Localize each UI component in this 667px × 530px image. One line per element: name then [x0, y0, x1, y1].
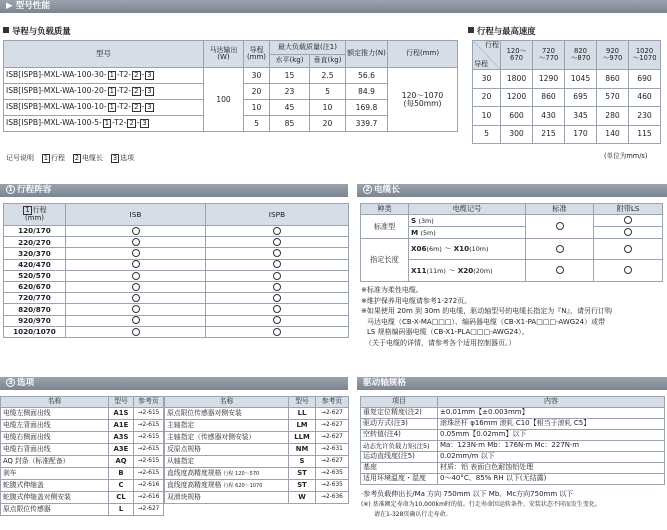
table-row: AQ 封条（标准配备） AQ →2-615	[1, 456, 164, 468]
lead-cell: 20	[244, 84, 270, 100]
section-cable: 2 电缆长	[357, 184, 667, 197]
thrust-cell: 169.8	[346, 100, 388, 116]
speed-col: 1020 ～1070	[629, 41, 661, 70]
table-row: 电缆左侧面出线 A1S →2-615	[1, 408, 164, 420]
table-row: 20 1200 860 695 570 460	[473, 88, 661, 107]
table-row: 标准型 S (3m)	[361, 215, 663, 227]
legend: 记号说明 1 行程 2 电缆长 3 选项	[6, 154, 135, 162]
options-table-left: 名称 型号 参考页 电缆左侧面出线 A1S →2-615 电缆左背面出线 A1E →2-615 电缆右侧面出线 A3S →2-615 电缆右背面出线 A3E →2-615 AQ 封条（标准配备） AQ →2-615 刹车 B →2-615 蛇腹式伸缩盖 C →2-616 蛇腹式伸缩盖对侧安装 CL →2-616 原点限位传感器 L →2-627	[0, 396, 164, 516]
stroke-range: 120～1070 (每50mm)	[388, 68, 458, 132]
available-circle-icon	[132, 328, 140, 336]
table-row: 10 600 430 345 280 230	[473, 107, 661, 126]
available-circle-icon	[132, 305, 140, 313]
available-circle-icon	[273, 316, 281, 324]
available-circle-icon	[273, 227, 281, 235]
section-options: 3 选项	[0, 377, 348, 390]
header-model: 型号	[4, 41, 204, 68]
table-row: 运动直线度(注5) 0.02mm/m 以下	[361, 452, 665, 463]
available-circle-icon	[132, 260, 140, 268]
cable-notes: ※标准为柔性电缆。 ※维护保养用电缆请参考1-272页。 ※如果使用 20m 到 30m 的电缆，驱动轴型号的电缆长指定为『N』，请另行订购 马达电缆（CB-X-MA□□□）、编码器电缆（CB-X1-PA□□□-AWG24）或带 LS 规格编码器电缆（CB-X1-PLA□□□-AWG24）。 （关于电缆的详情，请参考各个适用控制器页。）	[361, 286, 612, 347]
table-row: 120/170	[4, 226, 349, 237]
model-cell: ISB[ISPB]-MXL-WA-100-5- 1 -T2- 2 - 3	[4, 116, 204, 132]
ispb-header: ISPB	[206, 204, 349, 226]
table-row: 反原点规格 NM →2-631	[165, 444, 349, 456]
lead-cell: 30	[244, 68, 270, 84]
table-row: 从轴指定 S →2-627	[165, 456, 349, 468]
vertical-cell: 10	[310, 100, 346, 116]
vertical-cell: 5	[310, 84, 346, 100]
table-row: 原点限位传感器对侧安装 LL →2-627	[165, 408, 349, 420]
axis-notes: ·参考负载伸出长/Ma 方向 750mm 以下 Mb、Mc方向750mm 以下 (※) 基准额定寿命为10,000km时的值。行走寿命因运转条件、安装状态不同而发生变化。 请在1-328页确认行走寿命。	[361, 490, 601, 518]
model-cell: ISB[ISPB]-MXL-WA-100-30- 1 -T2- 2 - 3	[4, 68, 204, 84]
stroke-header: 1 行程 (mm)	[4, 204, 66, 226]
available-circle-icon	[273, 294, 281, 302]
table-row: 刹车 B →2-615	[1, 468, 164, 480]
available-circle-icon	[273, 238, 281, 246]
triangle-icon: ▶	[6, 1, 13, 11]
header-stroke: 行程(mm)	[388, 41, 458, 68]
thrust-cell: 56.6	[346, 68, 388, 84]
table-row: 920/970	[4, 315, 349, 326]
table-row: 30 1800 1290 1045 860 690	[473, 70, 661, 89]
available-circle-icon	[132, 227, 140, 235]
available-circle-icon	[273, 328, 281, 336]
speed-col: 820 ～870	[565, 41, 597, 70]
stroke-table	[3, 203, 349, 338]
speed-col: 720 ～770	[533, 41, 565, 70]
lead-cell: 5	[244, 116, 270, 132]
cable-table: 种类 电缆记号 标准 附带LS 标准型 S (3m) M (5m) 指定长度 X06(6m) ～ X10(10m) X11(11m) ～ X20(20m)	[360, 203, 663, 282]
square-bullet-icon	[468, 27, 474, 33]
vertical-cell: 20	[310, 116, 346, 132]
available-circle-icon	[132, 294, 140, 302]
lead-cell: 10	[244, 100, 270, 116]
legend-box-1: 1	[43, 154, 49, 162]
speed-table	[472, 40, 661, 144]
section-axis-spec: 驱动轴规格	[357, 377, 667, 390]
circled-number-2: 2	[363, 185, 372, 194]
header-motor: 马达输出(W)	[204, 41, 244, 68]
table-row: 蛇腹式伸缩盖对侧安装 CL →2-616	[1, 492, 164, 504]
thrust-cell: 84.9	[346, 84, 388, 100]
table-row: X11(11m) ～ X20(20m)	[361, 260, 663, 282]
table-row	[4, 68, 458, 84]
load-table	[3, 40, 458, 132]
table-row: M (5m)	[361, 227, 663, 239]
table-row: 双滑块规格 W →2-636	[165, 492, 349, 504]
table-row: 520/570	[4, 270, 349, 281]
legend-box-2: 2	[74, 154, 80, 162]
box-2: 2	[134, 71, 139, 80]
circled-number-3: 3	[6, 378, 15, 387]
available-circle-icon	[132, 272, 140, 280]
header-lead: 导程(mm)	[244, 41, 270, 68]
table-row: 主轴指定（传感器对侧安装） LLM →2-627	[165, 432, 349, 444]
table-row: 直线度高精度规格 行程 120～570 ST →2-635	[165, 468, 349, 480]
header-horizontal: 水平(kg)	[270, 55, 310, 68]
table-row: 电缆左背面出线 A1E →2-615	[1, 420, 164, 432]
available-circle-icon	[556, 266, 564, 274]
available-circle-icon	[132, 283, 140, 291]
available-circle-icon	[273, 249, 281, 257]
available-circle-icon	[273, 283, 281, 291]
available-circle-icon	[624, 216, 632, 224]
isb-header: ISB	[66, 204, 206, 226]
table-row: 320/370	[4, 248, 349, 259]
table-row: 空转值(注4) 0.05mm【0.02mm】以下	[361, 430, 665, 441]
table-row: 820/870	[4, 304, 349, 315]
horizontal-cell: 23	[270, 84, 310, 100]
speed-col: 920 ～970	[597, 41, 629, 70]
available-circle-icon	[132, 238, 140, 246]
available-circle-icon	[132, 316, 140, 324]
header-thrust: 额定推力(N)	[346, 41, 388, 68]
table-row: 驱动方式(注3) 滚珠丝杆 φ16mm 滚轧 C10【相当于滚轧 C5】	[361, 419, 665, 430]
section-performance	[0, 0, 667, 13]
table-row: 电缆右侧面出线 A3S →2-615	[1, 432, 164, 444]
speed-col: 120～ 670	[501, 41, 533, 70]
model-cell: ISB[ISPB]-MXL-WA-100-20- 1 -T2- 2 - 3	[4, 84, 204, 100]
axis-spec-table: 项目 内容 重复定位精度(注2) ±0.01mm【±0.003mm】 驱动方式(注3) 滚珠丝杆 φ16mm 滚轧 C10【相当于滚轧 C5】 空转值(注4) 0.05mm【0.02mm】以下 动态允许负载力矩(注5) Ma：123N·m Mb：176N·m Mc：227N·m 运动直线度(注5) 0.02mm/m 以下 基座 材质：铝 表面白色耐蚀铝处理 适用环境温度・湿度 0～40°C、85% RH 以下(无结露)	[360, 396, 665, 485]
available-circle-icon	[132, 249, 140, 257]
horizontal-cell: 85	[270, 116, 310, 132]
options-table-right: 名称 型号 参考页 原点限位传感器对侧安装 LL →2-627 主轴指定 LM →2-627 主轴指定（传感器对侧安装） LLM →2-627 反原点规格 NM →2-631 从轴指定 S →2-627 直线度高精度规格 行程 120～570 ST →2-635 直线度高精度规格 行程 620～1070 ST →2-635 双滑块规格 W →2-636	[164, 396, 349, 504]
table-row: 5 300 215 170 140 115	[473, 125, 661, 144]
table-row: 620/670	[4, 281, 349, 292]
thrust-cell: 339.7	[346, 116, 388, 132]
model-cell: ISB[ISPB]-MXL-WA-100-10- 1 -T2- 2 - 3	[4, 100, 204, 116]
table-row: 420/470	[4, 259, 349, 270]
header-max-load: 最大负载质量(注1)	[270, 41, 346, 55]
available-circle-icon	[556, 222, 564, 230]
available-circle-icon	[624, 228, 632, 236]
table-row: 直线度高精度规格 行程 620～1070 ST →2-635	[165, 480, 349, 492]
horizontal-cell: 45	[270, 100, 310, 116]
speed-header-corner: 行程 导程	[474, 41, 499, 68]
header-vertical: 垂直(kg)	[310, 55, 346, 68]
table-row: 电缆右背面出线 A3E →2-615	[1, 444, 164, 456]
table-row: 动态允许负载力矩(注5) Ma：123N·m Mb：176N·m Mc：227N·m	[361, 441, 665, 452]
available-circle-icon	[273, 260, 281, 268]
motor-output: 100	[204, 68, 244, 132]
load-table-subtitle: 导程与负载质量	[3, 25, 71, 37]
table-row: 指定长度 X06(6m) ～ X10(10m)	[361, 239, 663, 260]
box-3: 3	[147, 71, 152, 80]
available-circle-icon	[273, 272, 281, 280]
section-stroke-list: 1 行程阵容	[0, 184, 348, 197]
section-performance-title: 型号性能	[15, 1, 50, 11]
table-row: 220/270	[4, 237, 349, 248]
table-row: 基座 材质：铝 表面白色耐蚀铝处理	[361, 463, 665, 474]
cable-standard-label: 标准型	[361, 215, 409, 239]
available-circle-icon	[556, 245, 564, 253]
table-row: 重复定位精度(注2) ±0.01mm【±0.003mm】	[361, 408, 665, 419]
available-circle-icon	[273, 305, 281, 313]
cable-specified-label: 指定长度	[361, 239, 409, 282]
box-1: 1	[109, 71, 114, 80]
table-row: 蛇腹式伸缩盖 C →2-616	[1, 480, 164, 492]
circled-number-1: 1	[6, 185, 15, 194]
table-row: 720/770	[4, 293, 349, 304]
table-row: 1020/1070	[4, 326, 349, 337]
speed-unit: (单位为mm/s)	[604, 152, 648, 160]
square-bullet-icon	[3, 27, 9, 33]
horizontal-cell: 15	[270, 68, 310, 84]
available-circle-icon	[624, 266, 632, 274]
table-row: 原点限位传感器 L →2-627	[1, 504, 164, 516]
table-row: 适用环境温度・湿度 0～40°C、85% RH 以下(无结露)	[361, 474, 665, 485]
table-row: 主轴指定 LM →2-627	[165, 420, 349, 432]
vertical-cell: 2.5	[310, 68, 346, 84]
legend-box-3: 3	[112, 154, 118, 162]
available-circle-icon	[624, 245, 632, 253]
speed-table-subtitle: 行程与最高速度	[468, 25, 536, 37]
